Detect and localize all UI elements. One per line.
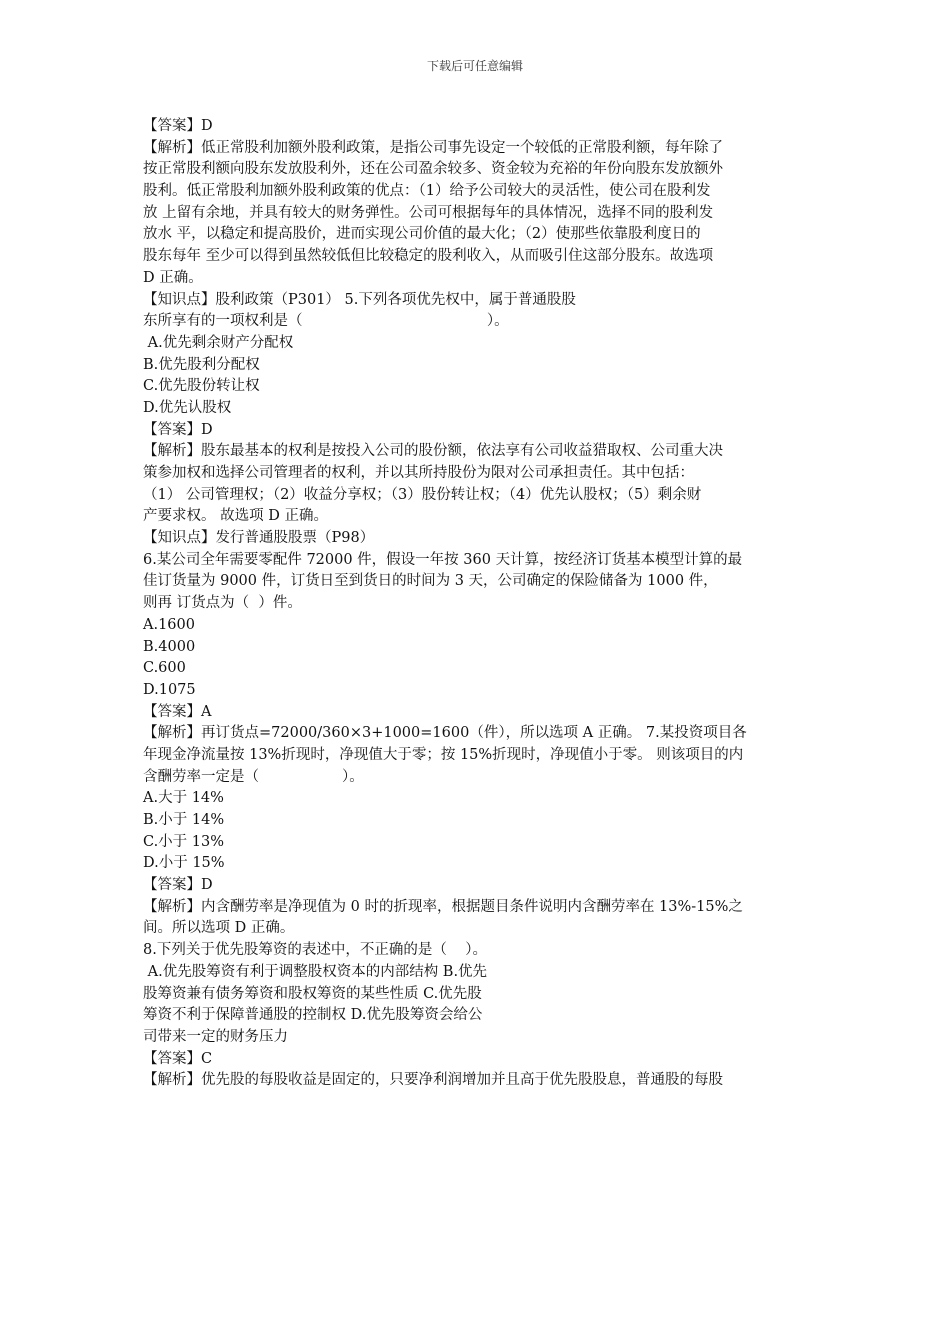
text-line: 【解析】优先股的每股收益是固定的，只要净利润增加并且高于优先股股息，普通股的每股: [143, 1072, 723, 1089]
text-line: B.4000: [143, 638, 196, 655]
text-line: 【知识点】股利政策（P301） 5.下列各项优先权中，属于普通股股: [143, 291, 576, 308]
text-line: 间。所以选项 D 正确。: [143, 920, 295, 937]
text-line: 放水 平，以稳定和提高股价，进而实现公司价值的最大化；（2）使那些依靠股利度日的: [143, 226, 701, 243]
text-line: B.优先股利分配权: [143, 356, 260, 373]
text-line: 东所享有的一项权利是（ ）。: [143, 313, 509, 330]
text-line: C.600: [143, 660, 186, 677]
page-header: 下载后可任意编辑: [426, 59, 523, 73]
text-line: 【知识点】发行普通股股票（P98）: [143, 530, 375, 547]
text-line: D 正确。: [143, 269, 203, 286]
text-line: 司带来一定的财务压力: [143, 1028, 288, 1045]
text-line: 【答案】D: [143, 421, 213, 438]
text-line: A.优先股筹资有利于调整股权资本的内部结构 B.优先: [143, 963, 488, 980]
text-line: 6.某公司全年需要零配件 72000 件，假设一年按 360 天计算，按经济订货基本模型计算的最: [143, 551, 743, 568]
text-line: 则再 订货点为（ ）件。: [143, 595, 302, 612]
text-line: 年现金净流量按 13%折现时，净现值大于零；按 15%折现时，净现值小于零。 则该项目的内: [143, 746, 744, 763]
text-line: D.优先认股权: [143, 399, 232, 416]
text-line: 【解析】内含酬劳率是净现值为 0 时的折现率，根据题目条件说明内含酬劳率在 13%-15%之: [143, 898, 743, 915]
text-line: D.1075: [143, 681, 196, 698]
text-line: 【答案】C: [143, 1050, 213, 1067]
text-line: 【解析】低正常股利加额外股利政策，是指公司事先设定一个较低的正常股利额，每年除了: [143, 139, 723, 156]
text-line: A.优先剩余财产分配权: [143, 334, 294, 351]
text-line: D.小于 15%: [143, 855, 225, 872]
text-line: 按正常股利额向股东发放股利外，还在公司盈余较多、资金较为充裕的年份向股东发放额外: [143, 161, 723, 178]
text-line: （1） 公司管理权；（2）收益分享权；（3）股份转让权；（4）优先认股权；（5）剩余财: [143, 486, 702, 503]
text-line: 【答案】A: [143, 703, 212, 720]
text-line: 【答案】D: [143, 118, 213, 134]
document-body: [143, 116, 843, 1092]
text-line: C.小于 13%: [143, 833, 225, 850]
text-line: 策参加权和选择公司管理者的权利，并以其所持股份为限对公司承担责任。其中包括：: [143, 465, 694, 481]
text-line: 【答案】D: [143, 877, 213, 894]
text-line: 筹资不利于保障普通股的控制权 D.优先股筹资会给公: [143, 1007, 483, 1024]
text-line: 【解析】再订货点=72000/360×3+1000=1600（件），所以选项 A 正确。 7.某投资项目各: [143, 725, 747, 742]
text-line: 股筹资兼有债务筹资和股权筹资的某些性质 C.优先股: [143, 985, 482, 1002]
text-line: 放 上留有余地，并具有较大的财务弹性。公司可根据每年的具体情况，选择不同的股利发: [143, 204, 714, 221]
text-line: 股利。低正常股利加额外股利政策的优点：（1）给予公司较大的灵活性，使公司在股利发: [143, 183, 711, 200]
text-line: B.小于 14%: [143, 812, 225, 828]
text-line: C.优先股份转让权: [143, 378, 260, 395]
text-line: 产要求权。 故选项 D 正确。: [143, 508, 328, 525]
text-line: A.1600: [143, 616, 195, 633]
text-line: 佳订货量为 9000 件，订货日至到货日的时间为 3 天，公司确定的保险储备为 1000 件，: [143, 573, 718, 590]
text-line: A.大于 14%: [143, 790, 224, 807]
text-line: 【解析】股东最基本的权利是按投入公司的股份额，依法享有公司收益猎取权、公司重大决: [143, 443, 723, 460]
text-line: 8.下列关于优先股筹资的表述中，不正确的是（ ）。: [143, 942, 488, 959]
text-line: 含酬劳率一定是（ ）。: [143, 768, 364, 785]
text-line: 股东每年 至少可以得到虽然较低但比较稳定的股利收入，从而吸引住这部分股东。故选项: [143, 248, 714, 265]
